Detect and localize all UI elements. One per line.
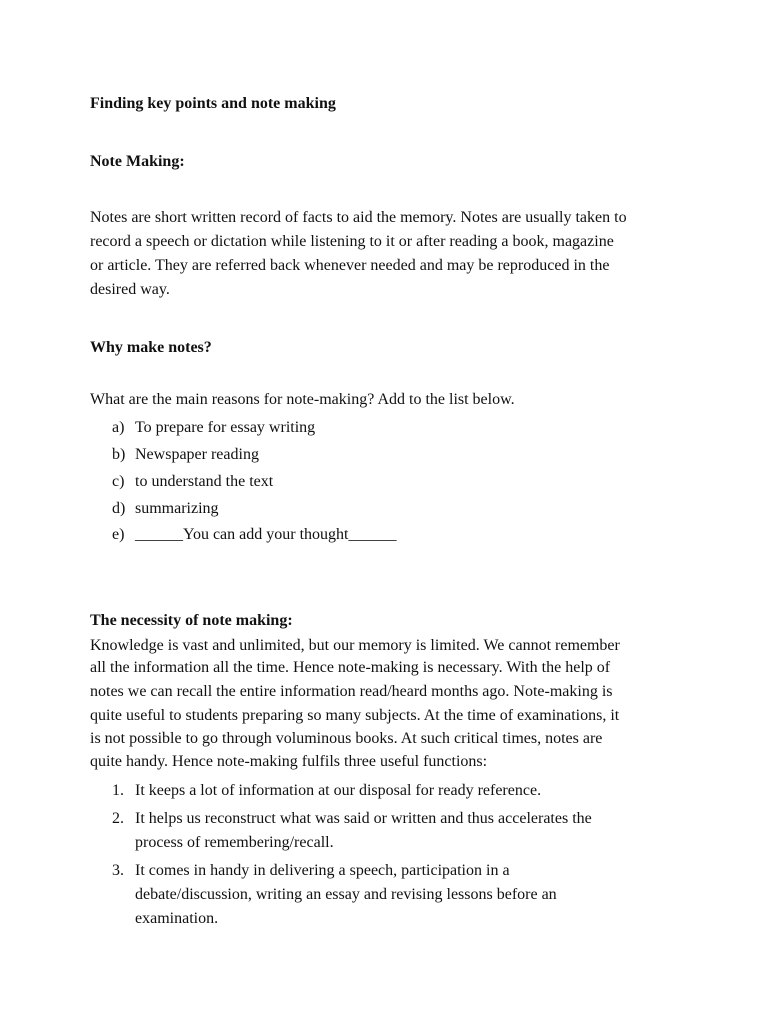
section-heading-note-making: Note Making: [90,153,185,170]
list-item-text: To prepare for essay writing [135,419,316,436]
list-item-text: Newspaper reading [135,446,259,463]
paragraph-line: Knowledge is vast and unlimited, but our memory is limited. We cannot remember [90,637,620,654]
list-item-marker: d) [112,500,126,517]
paragraph-line: is not possible to go through voluminous books. At such critical times, notes are [90,730,603,747]
list-item-marker: 1. [112,782,124,799]
paragraph-line: notes we can recall the entire information read/heard months ago. Note-making is [90,683,613,700]
list-item-text: It comes in handy in delivering a speech, participation in a [135,862,510,879]
list-item-marker: b) [112,446,126,463]
list-item-text: It keeps a lot of information at our disposal for ready reference. [135,782,542,799]
list-item-marker: e) [112,526,125,543]
list-item-text: debate/discussion, writing an essay and revising lessons before an [135,886,557,903]
list-prompt: What are the main reasons for note-making? Add to the list below. [90,391,515,408]
list-item-text: to understand the text [135,473,274,490]
list-item-marker: 2. [112,810,124,827]
list-item-text: summarizing [135,500,219,517]
paragraph-line: record a speech or dictation while listening to it or after reading a book, magazine [90,233,614,250]
paragraph-line: all the information all the time. Hence note-making is necessary. With the help of [90,659,611,676]
paragraph-line: or article. They are referred back whenever needed and may be reproduced in the [90,257,610,274]
list-item-text: process of remembering/recall. [135,834,334,851]
list-item-marker: c) [112,473,125,490]
section-heading-why-make-notes: Why make notes? [90,339,212,356]
paragraph-line: quite useful to students preparing so many subjects. At the time of examinations, it [90,707,620,724]
section-heading-necessity: The necessity of note making: [90,612,293,629]
paragraph-line: Notes are short written record of facts to aid the memory. Notes are usually taken to [90,209,627,226]
paragraph-line: desired way. [90,281,170,298]
list-item-text: ______You can add your thought______ [135,526,397,543]
list-item-marker: a) [112,419,125,436]
list-item-marker: 3. [112,862,124,879]
paragraph-line: quite handy. Hence note-making fulfils three useful functions: [90,753,488,770]
list-item-text: examination. [135,910,219,927]
document-title: Finding key points and note making [90,95,336,112]
list-item-text: It helps us reconstruct what was said or written and thus accelerates the [135,810,592,827]
